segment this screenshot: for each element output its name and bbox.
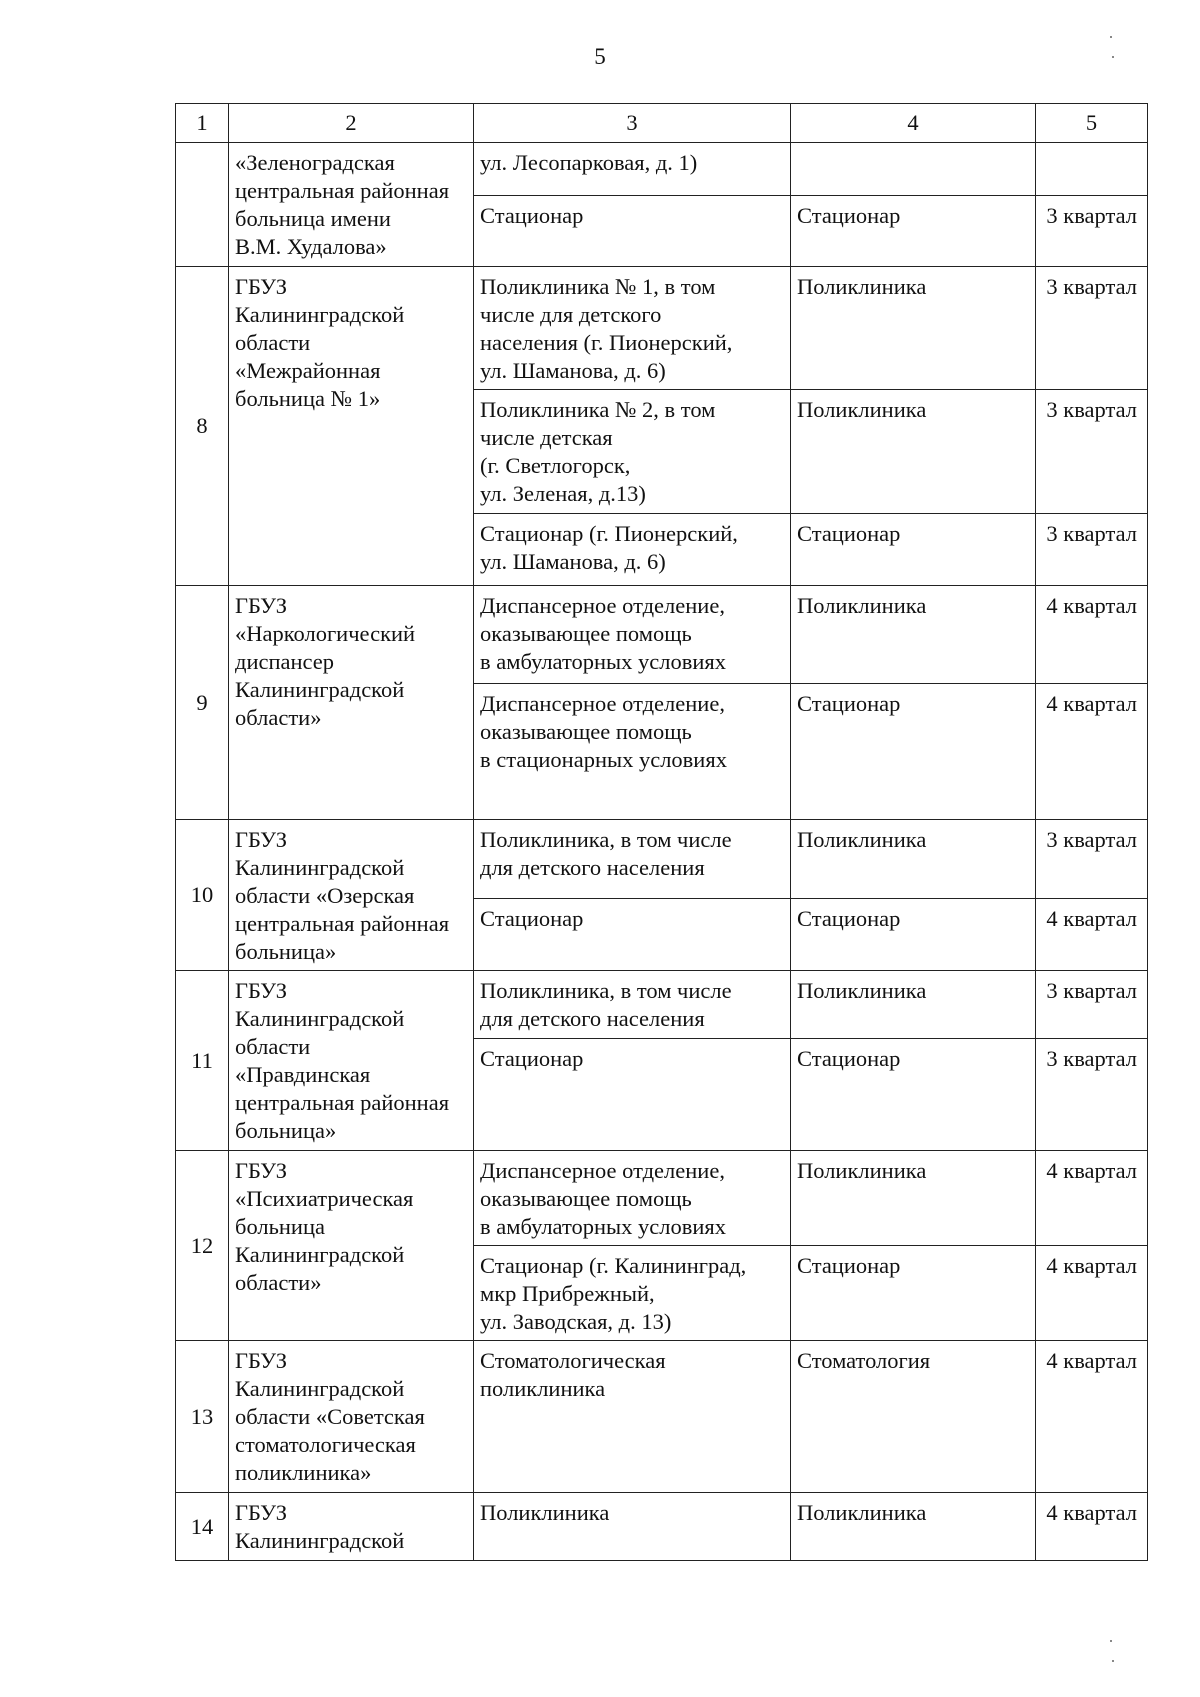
scan-speck [1110, 36, 1112, 38]
row-number: 13 [176, 1341, 229, 1493]
facility-address: Стационар [474, 899, 791, 971]
quarter: 3 квартал [1036, 971, 1148, 1039]
facility-type: Стационар [791, 684, 1036, 820]
quarter: 4 квартал [1036, 1246, 1148, 1341]
facility-type: Поликлиника [791, 971, 1036, 1039]
facility-address: Поликлиника № 2, в том числе детская (г. Светлогорск, ул. Зеленая, д.13) [474, 390, 791, 514]
facility-address: Стационар [474, 1039, 791, 1151]
organization-name: ГБУЗ «Психиатрическая больница Калининградской области» [229, 1151, 474, 1341]
row-number: 14 [176, 1493, 229, 1561]
organization-name: ГБУЗ Калининградской области «Правдинская центральная районная больница» [229, 971, 474, 1151]
facility-type: Поликлиника [791, 1493, 1036, 1561]
facility-address: Стационар [474, 196, 791, 267]
header-cell: 2 [229, 104, 474, 143]
quarter: 4 квартал [1036, 586, 1148, 684]
facility-type: Поликлиника [791, 1151, 1036, 1246]
quarter: 4 квартал [1036, 684, 1148, 820]
quarter: 3 квартал [1036, 267, 1148, 390]
quarter: 3 квартал [1036, 196, 1148, 267]
facility-address: Диспансерное отделение, оказывающее помощь в амбулаторных условиях [474, 586, 791, 684]
facility-address: Стоматологическая поликлиника [474, 1341, 791, 1493]
row-number: 9 [176, 586, 229, 820]
organization-name: «Зеленоградская центральная районная больница имени В.М. Худалова» [229, 143, 474, 267]
table-row [176, 971, 1148, 1039]
facility-address: Поликлиника, в том числе для детского населения [474, 820, 791, 899]
facility-type [791, 143, 1036, 196]
facility-type: Стоматология [791, 1341, 1036, 1493]
quarter: 3 квартал [1036, 514, 1148, 586]
facility-address: Диспансерное отделение, оказывающее помощь в амбулаторных условиях [474, 1151, 791, 1246]
scan-speck [1112, 56, 1114, 58]
scan-speck [1110, 1640, 1112, 1642]
header-cell: 3 [474, 104, 791, 143]
table-row [176, 143, 1148, 196]
quarter: 3 квартал [1036, 390, 1148, 514]
organization-name: ГБУЗ Калининградской [229, 1493, 474, 1561]
page-number: 5 [594, 44, 606, 69]
facility-type: Стационар [791, 196, 1036, 267]
facility-type: Стационар [791, 1246, 1036, 1341]
quarter: 3 квартал [1036, 820, 1148, 899]
table-row [176, 267, 1148, 390]
row-number: 8 [176, 267, 229, 586]
facility-address: Стационар (г. Калининград, мкр Прибрежный, ул. Заводская, д. 13) [474, 1246, 791, 1341]
table-row [176, 586, 1148, 684]
header-cell: 5 [1036, 104, 1148, 143]
facility-address: Поликлиника [474, 1493, 791, 1561]
facility-address: Поликлиника, в том числе для детского населения [474, 971, 791, 1039]
row-number: 12 [176, 1151, 229, 1341]
facility-address: Поликлиника № 1, в том числе для детского населения (г. Пионерский, ул. Шаманова, д. 6) [474, 267, 791, 390]
facility-type: Поликлиника [791, 390, 1036, 514]
table-row [176, 1493, 1148, 1561]
quarter: 4 квартал [1036, 1341, 1148, 1493]
row-number: 11 [176, 971, 229, 1151]
facility-address: Стационар (г. Пионерский, ул. Шаманова, д. 6) [474, 514, 791, 586]
quarter: 4 квартал [1036, 899, 1148, 971]
row-number [176, 143, 229, 267]
organization-name: ГБУЗ Калининградской области «Озерская центральная районная больница» [229, 820, 474, 971]
quarter: 4 квартал [1036, 1151, 1148, 1246]
header-cell: 1 [176, 104, 229, 143]
header-cell: 4 [791, 104, 1036, 143]
table-row [176, 1341, 1148, 1493]
schedule-table [175, 103, 1148, 1561]
organization-name: ГБУЗ «Наркологический диспансер Калининградской области» [229, 586, 474, 820]
table-row [176, 1151, 1148, 1246]
header-row [176, 104, 1148, 143]
quarter: 4 квартал [1036, 1493, 1148, 1561]
facility-type: Стационар [791, 1039, 1036, 1151]
facility-type: Поликлиника [791, 586, 1036, 684]
facility-type: Стационар [791, 899, 1036, 971]
facility-type: Поликлиника [791, 820, 1036, 899]
facility-type: Стационар [791, 514, 1036, 586]
row-number: 10 [176, 820, 229, 971]
table-row [176, 820, 1148, 899]
organization-name: ГБУЗ Калининградской области «Советская стоматологическая поликлиника» [229, 1341, 474, 1493]
scan-speck [1112, 1660, 1114, 1662]
organization-name: ГБУЗ Калининградской области «Межрайонная больница № 1» [229, 267, 474, 586]
facility-type: Поликлиника [791, 267, 1036, 390]
quarter: 3 квартал [1036, 1039, 1148, 1151]
facility-address: Диспансерное отделение, оказывающее помощь в стационарных условиях [474, 684, 791, 820]
quarter [1036, 143, 1148, 196]
facility-address: ул. Лесопарковая, д. 1) [474, 143, 791, 196]
